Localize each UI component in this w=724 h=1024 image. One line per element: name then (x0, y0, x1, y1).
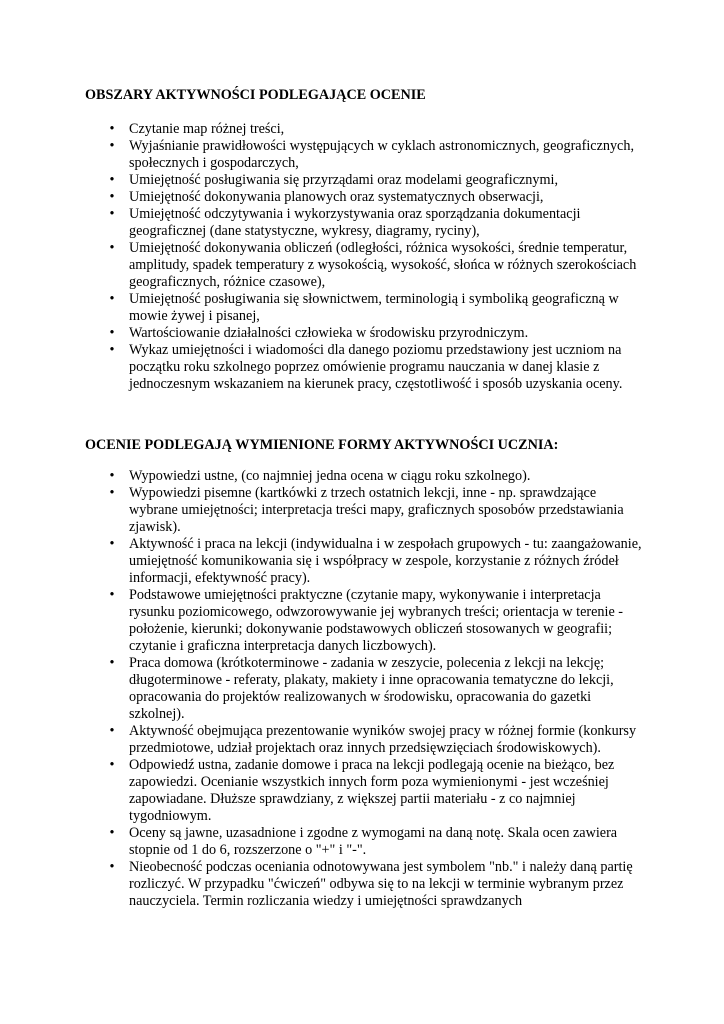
list-item: • Wypowiedzi ustne, (co najmniej jedna ocena w ciągu roku szkolnego). (85, 468, 645, 485)
bullet-icon (107, 723, 117, 740)
bullet-icon (107, 757, 117, 774)
bullet-icon (107, 138, 117, 155)
list-item: • Umiejętność odczytywania i wykorzystywania oraz sporządzania dokumentacji geograficznej (dane statystyczne, wykresy, diagramy, ryciny), (85, 206, 645, 240)
bullet-icon (107, 189, 117, 206)
list-item: • Wypowiedzi pisemne (kartkówki z trzech ostatnich lekcji, inne - np. sprawdzające wybrane umiejętności; interpretacja treści mapy, graficznych sposobów przedstawiania zjawisk). (85, 485, 645, 536)
list-item: • Praca domowa (krótkoterminowe - zadania w zeszycie, polecenia z lekcji na lekcję; długoterminowe - referaty, plakaty, makiety i inne opracowania tematyczne do lekcji, opracowania do projektów realizowanych w środowisku, opracowania do gazetki szkolnej). (85, 655, 645, 723)
bullet-icon (107, 825, 117, 842)
bullet-icon (107, 859, 117, 876)
section2-heading: OCENIE PODLEGAJĄ WYMIENIONE FORMY AKTYWNOŚCI UCZNIA: (85, 437, 559, 453)
list-item: • Nieobecność podczas oceniania odnotowywana jest symbolem "nb." i należy daną partię rozliczyć. W przypadku "ćwiczeń" odbywa się to na lekcji w terminie wybranym przez nauczyciela. Termin rozliczania wiedzy i umiejętności sprawdzanych (85, 859, 645, 910)
bullet-icon (107, 342, 117, 359)
bullet-icon (107, 206, 117, 223)
list-item: • Wykaz umiejętności i wiadomości dla danego poziomu przedstawiony jest uczniom na początku roku szkolnego poprzez omówienie programu nauczania w danej klasie z jednoczesnym wskazaniem na kierunek pracy, częstotliwość i sposób uzyskania oceny. (85, 342, 645, 393)
list-item: • Czytanie map różnej treści, (85, 121, 645, 138)
bullet-icon (107, 587, 117, 604)
section2-list (85, 468, 645, 910)
bullet-icon (107, 325, 117, 342)
bullet-icon (107, 172, 117, 189)
bullet-icon (107, 240, 117, 257)
list-item: • Podstawowe umiejętności praktyczne (czytanie mapy, wykonywanie i interpretacja rysunku poziomicowego, odwzorowywanie jej wybranych treści; orientacja w terenie - położenie, kierunki; dokonywanie podstawowych obliczeń stosowanych w geografii; czytanie i graficzna interpretacja danych liczbowych). (85, 587, 645, 655)
list-item: • Odpowiedź ustna, zadanie domowe i praca na lekcji podlegają ocenie na bieżąco, bez zapowiedzi. Ocenianie wszystkich innych form poza wymienionymi - jest wcześniej zapowiadane. Dłuższe sprawdziany, z większej partii materiału - z co najmniej tygodniowym. (85, 757, 645, 825)
bullet-icon (107, 655, 117, 672)
list-item: • Umiejętność dokonywania obliczeń (odległości, różnica wysokości, średnie temperatur, amplitudy, spadek temperatury z wysokością, wysokość, słońca w różnych szerokościach geograficznych, różnice czasowe), (85, 240, 645, 291)
list-item: • Oceny są jawne, uzasadnione i zgodne z wymogami na daną notę. Skala ocen zawiera stopnie od 1 do 6, rozszerzone o "+" i "-". (85, 825, 645, 859)
list-item: • Aktywność obejmująca prezentowanie wyników swojej pracy w różnej formie (konkursy przedmiotowe, udział projektach oraz innych przedsięwzięciach środowiskowych). (85, 723, 645, 757)
list-item: • Wyjaśnianie prawidłowości występujących w cyklach astronomicznych, geograficznych, społecznych i gospodarczych, (85, 138, 645, 172)
section1-heading: OBSZARY AKTYWNOŚCI PODLEGAJĄCE OCENIE (85, 87, 426, 103)
list-item: • Umiejętność posługiwania się przyrządami oraz modelami geograficznymi, (85, 172, 645, 189)
list-item: • Aktywność i praca na lekcji (indywidualna i w zespołach grupowych - tu: zaangażowanie, umiejętność komunikowania się i współpracy w zespole, korzystanie z różnych źródeł informacji, efektywność pracy). (85, 536, 645, 587)
bullet-icon (107, 121, 117, 138)
bullet-icon (107, 468, 117, 485)
bullet-icon (107, 291, 117, 308)
bullet-icon (107, 485, 117, 502)
bullet-icon (107, 536, 117, 553)
list-item: • Wartościowanie działalności człowieka w środowisku przyrodniczym. (85, 325, 645, 342)
list-item: • Umiejętność posługiwania się słownictwem, terminologią i symboliką geograficzną w mowie żywej i pisanej, (85, 291, 645, 325)
list-item: • Umiejętność dokonywania planowych oraz systematycznych obserwacji, (85, 189, 645, 206)
section1-list (85, 121, 645, 393)
